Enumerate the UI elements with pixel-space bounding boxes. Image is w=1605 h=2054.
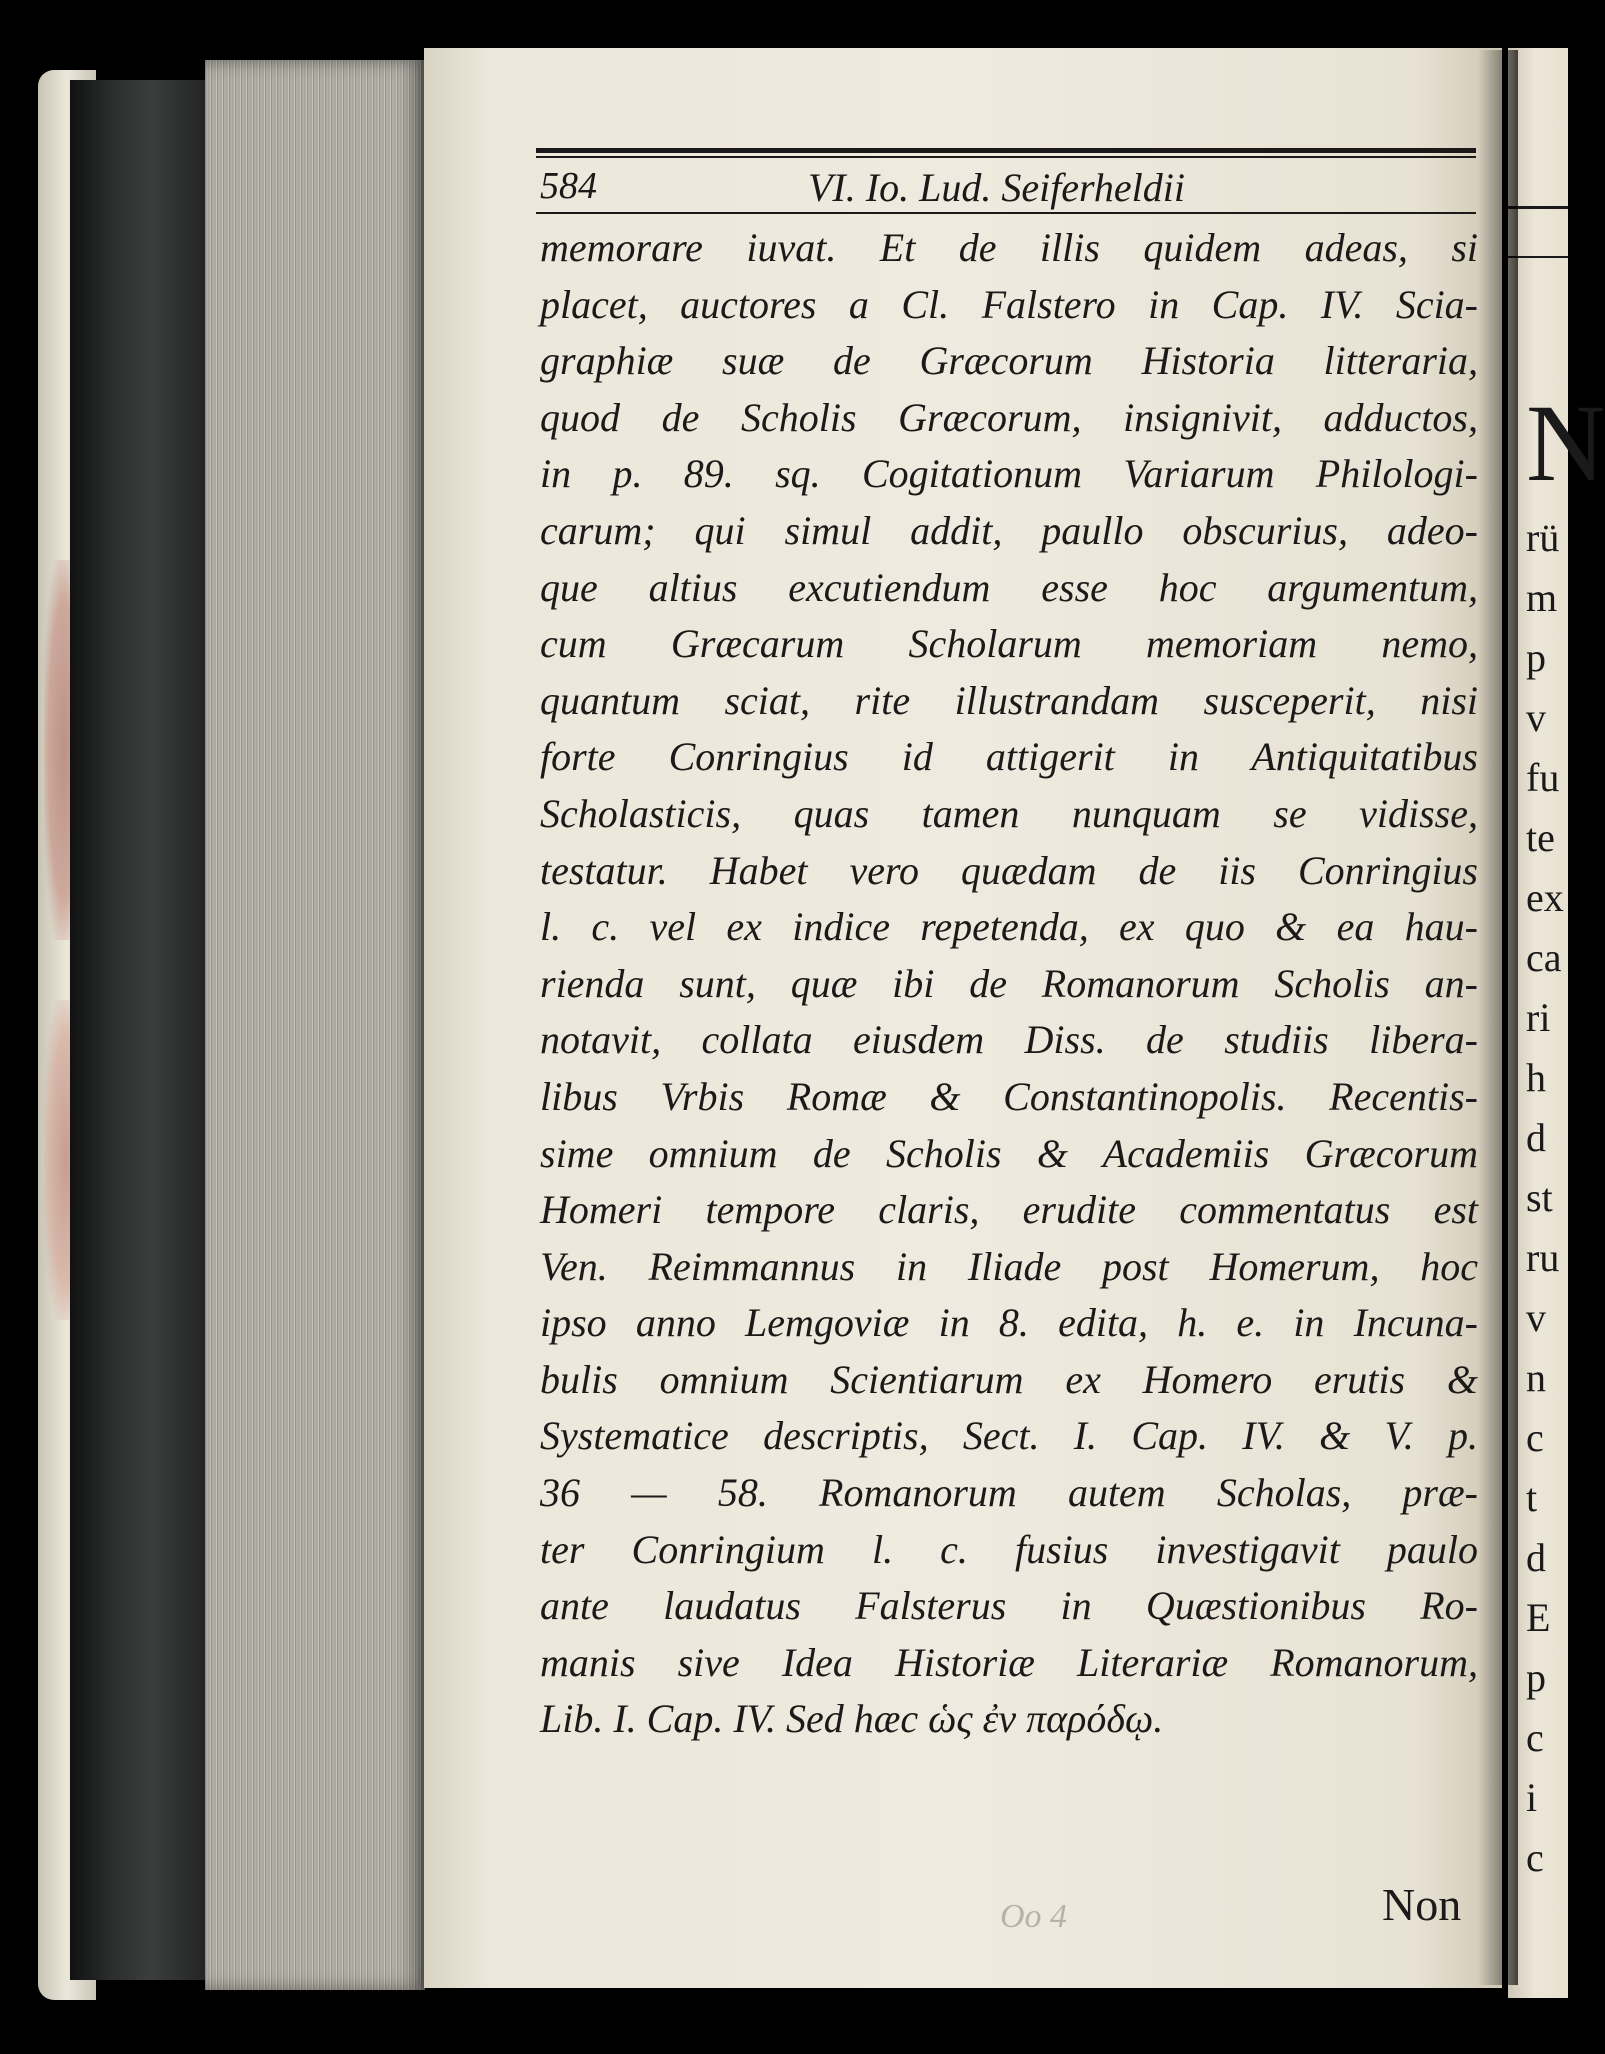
text-line: notavit, collata eiusdem Diss. de studiis libera- (540, 1017, 1478, 1063)
text-line: carum; qui simul addit, paullo obscurius, adeo- (540, 507, 1478, 553)
facing-page-fragment: d (1526, 1115, 1546, 1160)
text-line: Systematice descriptis, Sect. I. Cap. IV. & V. p. (540, 1413, 1478, 1459)
page-edges (205, 60, 425, 1990)
text-line: libus Vrbis Romæ & Constantinopolis. Recentis- (540, 1073, 1478, 1119)
text-line: Homeri tempore claris, erudite commentatus est (540, 1187, 1478, 1233)
page-number: 584 (540, 165, 597, 207)
page-header (540, 162, 1476, 214)
facing-page-fragment: n (1526, 1355, 1546, 1400)
header-rule (536, 148, 1476, 153)
text-line: placet, auctores a Cl. Falstero in Cap. IV. Scia- (540, 281, 1478, 327)
facing-page-initial: N (1526, 382, 1605, 504)
facing-page-fragment: ex (1526, 875, 1564, 920)
signature-mark: Oo 4 (1000, 1898, 1068, 1935)
facing-page-fragment: t (1526, 1475, 1538, 1520)
running-head: VI. Io. Lud. Seiferheldii (808, 165, 1185, 210)
text-line: ipso anno Lemgoviæ in 8. edita, h. e. in Incuna- (540, 1300, 1478, 1346)
facing-page-fragment: c (1526, 1835, 1544, 1880)
facing-page-fragment: h (1526, 1055, 1546, 1100)
text-line: in p. 89. sq. Cogitationum Variarum Philologi- (540, 451, 1478, 497)
facing-page-fragment: p (1526, 1655, 1546, 1700)
text-line: ter Conringium l. c. fusius investigavit paulo (540, 1526, 1478, 1572)
text-line: Ven. Reimmannus in Iliade post Homerum, hoc (540, 1243, 1478, 1289)
facing-page-fragment: ca (1526, 935, 1562, 980)
body-text (540, 220, 1478, 1748)
text-line: rienda sunt, quæ ibi de Romanorum Scholis an- (540, 960, 1478, 1006)
text-line: 36 — 58. Romanorum autem Scholas, præ- (540, 1470, 1478, 1516)
facing-page-fragment: fu (1526, 755, 1560, 800)
text-line: manis sive Idea Historiæ Literariæ Romanorum, (540, 1639, 1478, 1685)
text-line: memorare iuvat. Et de illis quidem adeas, si (540, 225, 1478, 270)
text-line: cum Græcarum Scholarum memoriam nemo, (540, 621, 1478, 667)
text-line: sime omnium de Scholis & Academiis Græcorum (540, 1130, 1478, 1176)
facing-page-fragment: v (1526, 695, 1546, 740)
text-line: l. c. vel ex indice repetenda, ex quo & ea hau- (540, 904, 1478, 950)
facing-page-fragment: p (1526, 635, 1546, 680)
facing-page-fragment: st (1526, 1175, 1553, 1220)
text-line: quod de Scholis Græcorum, insignivit, adductos, (540, 394, 1478, 440)
facing-page-fragment: c (1526, 1415, 1544, 1460)
facing-page-fragment: rü (1526, 515, 1560, 560)
text-line: testatur. Habet vero quædam de iis Conringius (540, 847, 1478, 893)
text-line: forte Conringius id attigerit in Antiquitatibus (540, 734, 1478, 780)
text-line: ante laudatus Falsterus in Quæstionibus Ro- (540, 1583, 1478, 1629)
facing-page-fragment: i (1526, 1775, 1538, 1820)
page-gutter-shadow (1478, 50, 1518, 1985)
facing-page-fragment: c (1526, 1715, 1544, 1760)
text-line: que altius excutiendum esse hoc argumentum, (540, 564, 1478, 610)
facing-page-fragment: E (1526, 1595, 1551, 1640)
header-rule (536, 212, 1476, 214)
book-block-edge (70, 80, 205, 1980)
text-line: Scholasticis, quas tamen nunquam se vidisse, (540, 790, 1478, 836)
text-line: bulis omnium Scientiarum ex Homero erutis & (540, 1356, 1478, 1402)
text-line: graphiæ suæ de Græcorum Historia litteraria, (540, 338, 1478, 384)
facing-page-fragment: m (1526, 575, 1558, 620)
facing-page-fragment: te (1526, 815, 1555, 860)
text-line: Lib. I. Cap. IV. Sed hæc ὡς ἐν παρόδῳ. (540, 1696, 1164, 1742)
catchword: Non (1382, 1879, 1462, 1930)
facing-page-fragment: d (1526, 1535, 1546, 1580)
facing-page-fragment: ru (1526, 1235, 1560, 1280)
text-line: quantum sciat, rite illustrandam susceperit, nisi (540, 677, 1478, 723)
facing-page-fragment: v (1526, 1295, 1546, 1340)
facing-page-fragment: ri (1526, 995, 1551, 1040)
header-rule (536, 156, 1476, 158)
